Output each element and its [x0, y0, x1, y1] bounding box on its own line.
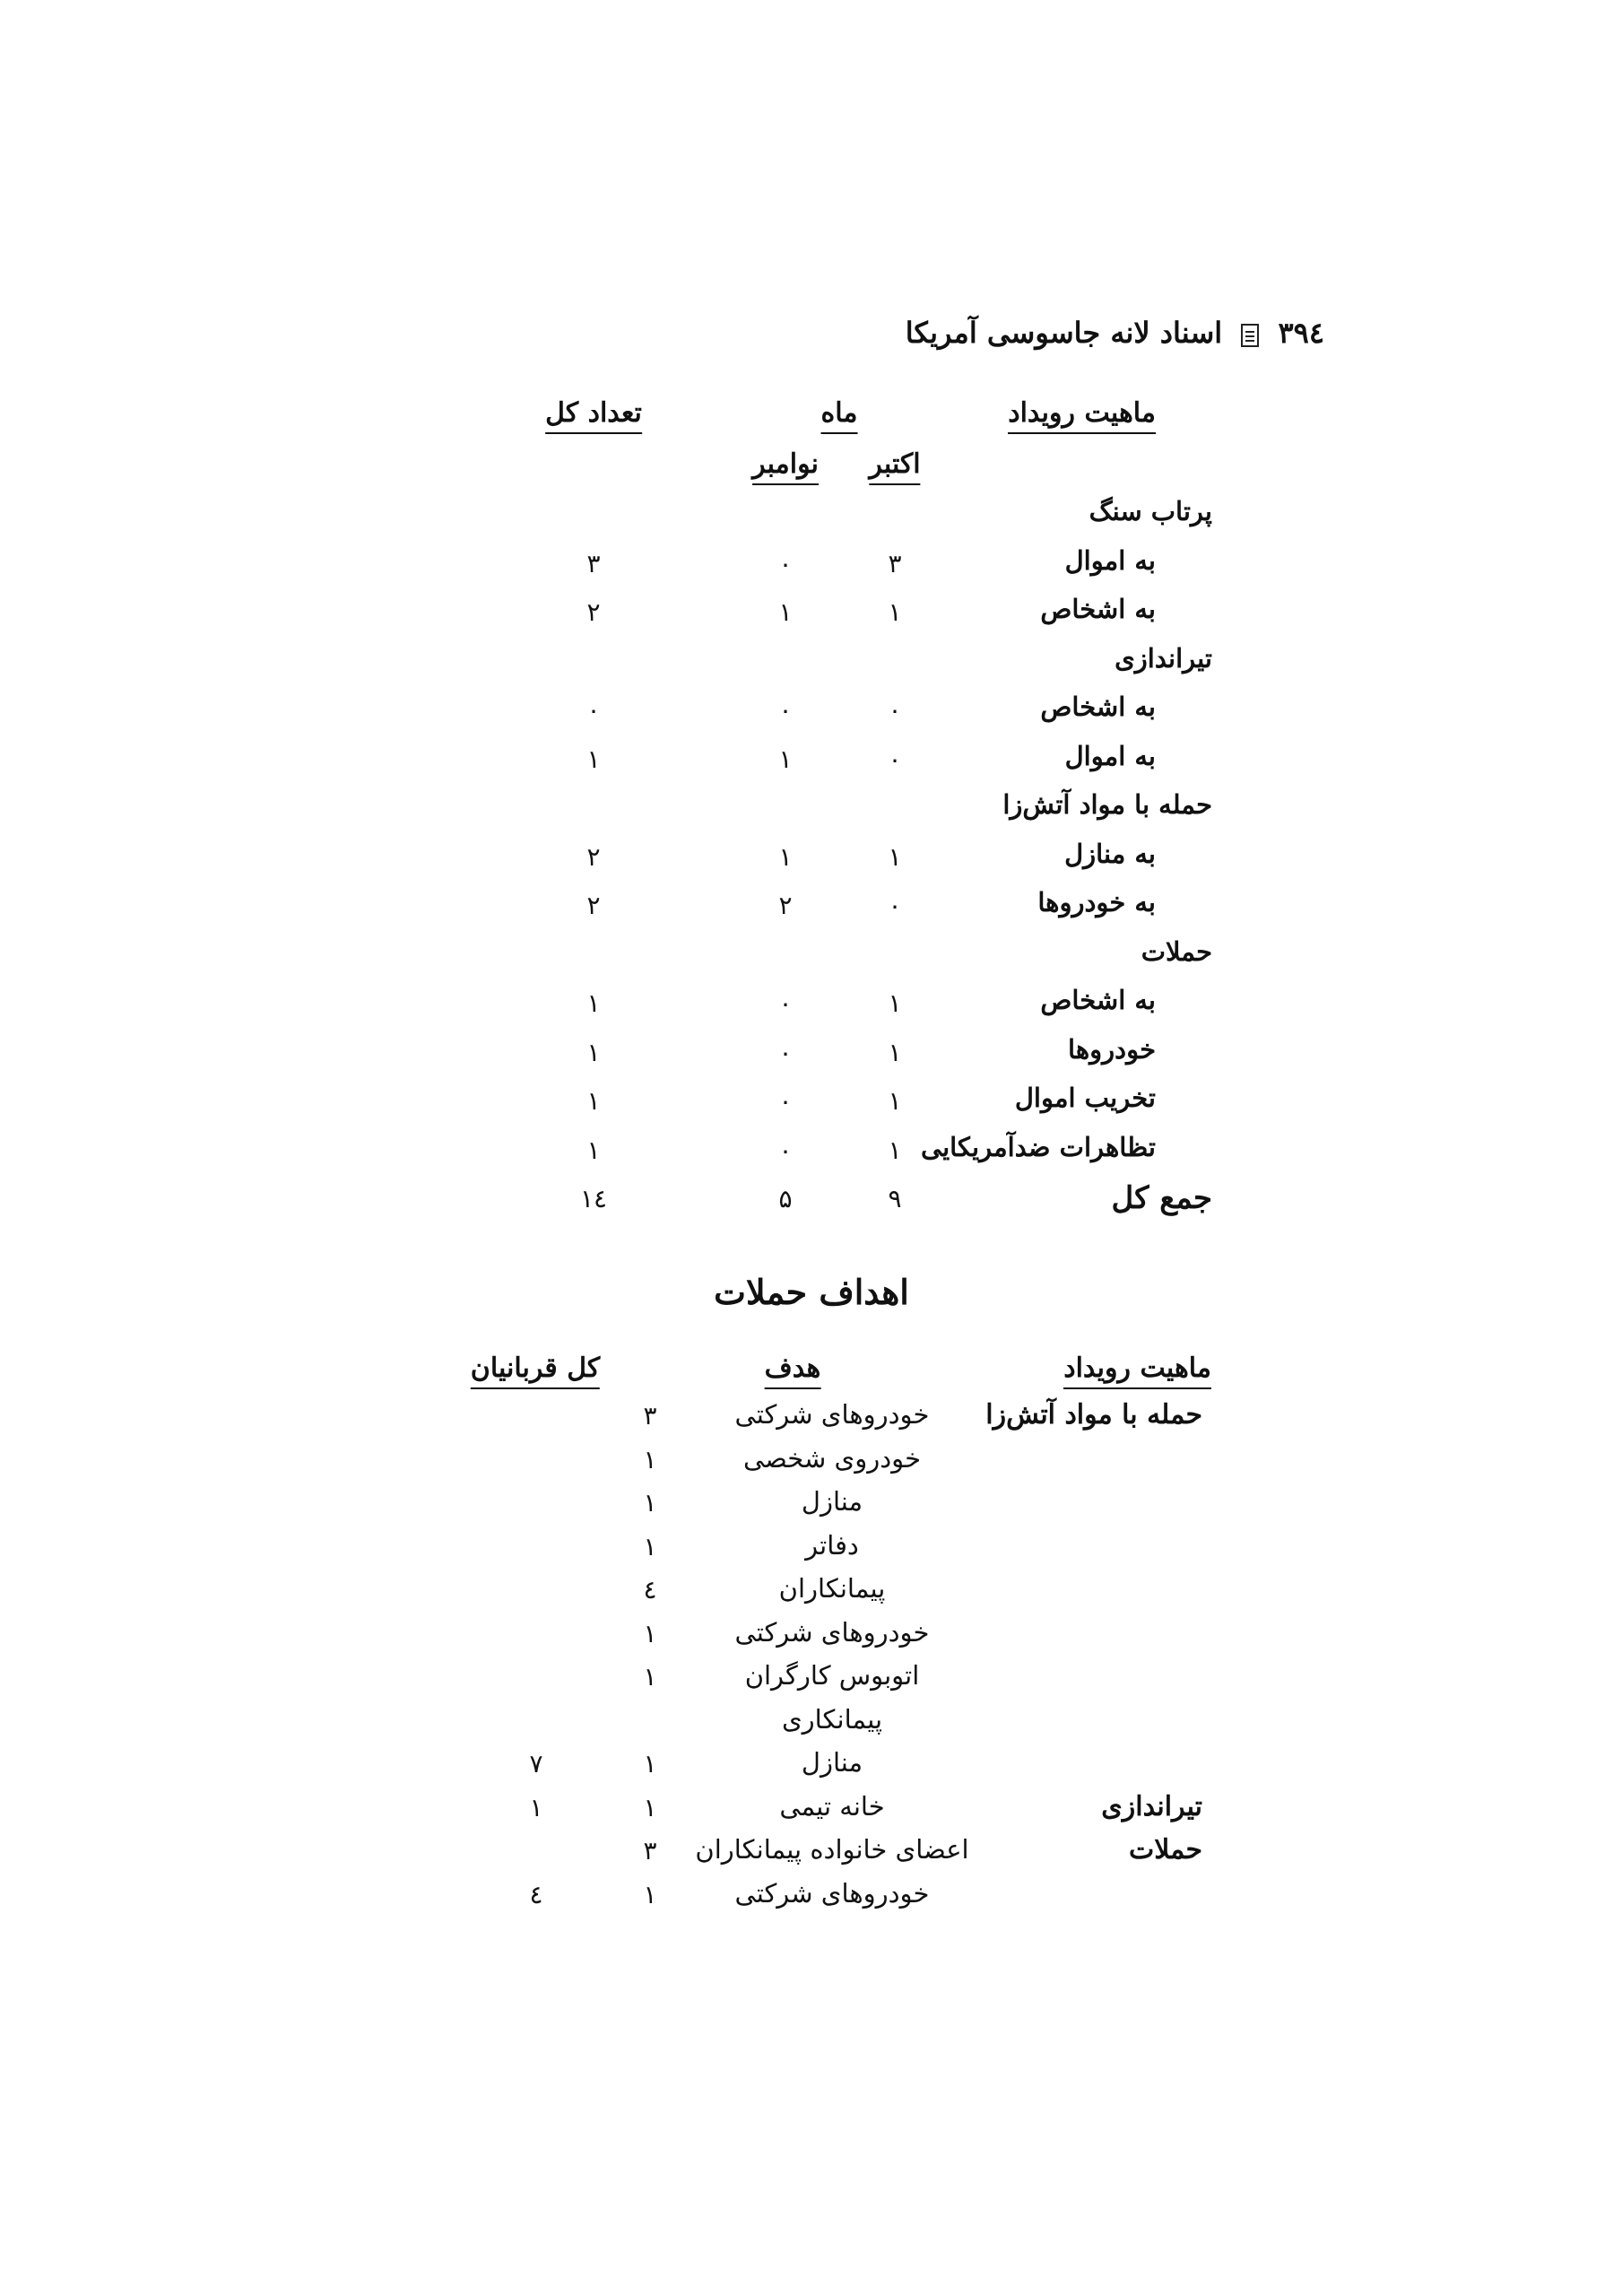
table1-row-label: تظاهرات ضدآمریکایی [920, 1132, 1156, 1162]
table1-row-label: به اموال [1064, 741, 1156, 771]
table1-sub-october: اکتبر [869, 448, 920, 485]
table2-event-label: حملات [1128, 1834, 1202, 1866]
table2-count: ۱ [643, 1488, 657, 1518]
table1-cell-total: ۰ [586, 695, 601, 725]
table1-row-label: خودروها [1068, 1034, 1156, 1065]
table1-col-event: ماهیت رویداد [1008, 397, 1156, 434]
table2-count: ۳ [643, 1836, 657, 1866]
table2-target: دفاتر [805, 1530, 859, 1561]
table1-col-month: ماه [821, 397, 858, 434]
table1-cell-november: ۲ [778, 891, 793, 920]
table1-row-label: تخریب اموال [1014, 1083, 1156, 1113]
table2-count: ۱ [643, 1749, 657, 1779]
book-title: اسناد لانه جاسوسی آمریکا [905, 316, 1223, 350]
table1-row-label: به اشخاص [1040, 691, 1156, 722]
table2-target: منازل [801, 1486, 863, 1517]
table2-target: پیمانکاری [781, 1704, 883, 1735]
table1-row-label: به اشخاص [1040, 985, 1156, 1015]
table1-cell-november: ۱ [778, 597, 793, 627]
table1-row-label: به منازل [1064, 839, 1156, 869]
table1-cell-november: ۱ [778, 744, 793, 774]
table1-cell-total: ۱ [586, 988, 601, 1018]
table1-cell-october: ۰ [888, 744, 902, 774]
table1-cell-total: ۲ [586, 891, 601, 920]
table1-cell-total: ۳ [586, 549, 601, 578]
document-icon [1241, 324, 1259, 347]
table2-count: ۱ [643, 1532, 657, 1561]
table2-target: اعضای خانواده پیمانکاران [695, 1834, 969, 1865]
table1-cell-october: ۱ [888, 1038, 902, 1067]
table1-cell-october: ۱ [888, 988, 902, 1018]
table2-target: پیمانکاران [778, 1573, 886, 1604]
table1-cell-november: ۱ [778, 842, 793, 872]
table1-cell-november: ۰ [778, 1086, 793, 1116]
table1-cell-total: ۱ [586, 1038, 601, 1067]
table1-row-label: به اموال [1064, 545, 1156, 576]
table1-cell-total: ۲ [586, 597, 601, 627]
table1-group-heading: پرتاب سنگ [1089, 496, 1212, 526]
table1-cell-total: ۱ [586, 1086, 601, 1116]
page-number: ۳۹٤ [1278, 316, 1324, 350]
table2-count: ۱ [643, 1880, 657, 1909]
table1-cell-november: ۵ [778, 1184, 793, 1213]
table1-sub-november: نوامبر [752, 448, 819, 485]
table2-col-event: ماهیت رویداد [1063, 1352, 1211, 1389]
table2-victims: ۷ [529, 1749, 543, 1779]
table1-cell-october: ۱ [888, 842, 902, 872]
table2-count: ۳ [643, 1401, 657, 1431]
section-title: اهداف حملات [714, 1272, 909, 1312]
table2-col-victims: کل قربانیان [471, 1352, 600, 1389]
table1-cell-november: ۰ [778, 695, 793, 725]
table2-count: ٤ [643, 1575, 657, 1605]
table1-cell-november: ۰ [778, 988, 793, 1018]
table2-victims: ٤ [529, 1880, 543, 1909]
table2-count: ۱ [643, 1793, 657, 1822]
table2-col-target: هدف [765, 1352, 821, 1389]
table1-cell-total: ۱ [586, 744, 601, 774]
table1-cell-total: ۲ [586, 842, 601, 872]
table2-target: خودروی شخصی [742, 1443, 922, 1474]
table1-cell-october: ۱ [888, 1135, 902, 1165]
table2-event-label: تیراندازی [1101, 1791, 1202, 1822]
table1-cell-november: ۰ [778, 549, 793, 578]
table2-event-label: حمله با مواد آتش‌زا [985, 1399, 1202, 1431]
table1-cell-november: ۰ [778, 1135, 793, 1165]
table2-count: ۱ [643, 1445, 657, 1474]
table2-victims: ۱ [529, 1793, 543, 1822]
table2-target: خودروهای شرکتی [734, 1617, 930, 1648]
table1-cell-october: ۰ [888, 891, 902, 920]
table1-cell-november: ۰ [778, 1038, 793, 1067]
table1-row-label: به اشخاص [1040, 594, 1156, 624]
table1-cell-total: ۱ [586, 1135, 601, 1165]
table2-target: خودروهای شرکتی [734, 1878, 930, 1909]
table2-target: منازل [801, 1747, 863, 1778]
table1-row-label: به خودروها [1037, 887, 1156, 918]
table2-target: خانه تیمی [779, 1791, 885, 1822]
table1-cell-october: ۳ [888, 549, 902, 578]
table1-cell-october: ۱ [888, 1086, 902, 1116]
table2-target: اتوبوس کارگران [744, 1660, 920, 1691]
table1-group-heading: حملات [1141, 936, 1212, 967]
table1-cell-october: ۰ [888, 695, 902, 725]
table1-group-heading: تیراندازی [1115, 643, 1212, 674]
table1-cell-october: ۹ [888, 1184, 902, 1213]
table1-cell-total: ۱٤ [579, 1184, 608, 1213]
table1-group-heading: حمله با مواد آتش‌زا [1002, 789, 1212, 820]
table2-count: ۱ [643, 1619, 657, 1648]
table1-cell-october: ۱ [888, 597, 902, 627]
running-header [906, 316, 1324, 350]
table1-row-label: جمع کل [1111, 1180, 1212, 1216]
table2-target: خودروهای شرکتی [734, 1399, 930, 1430]
table2-count: ۱ [643, 1662, 657, 1692]
table1-col-total: تعداد کل [545, 397, 642, 434]
